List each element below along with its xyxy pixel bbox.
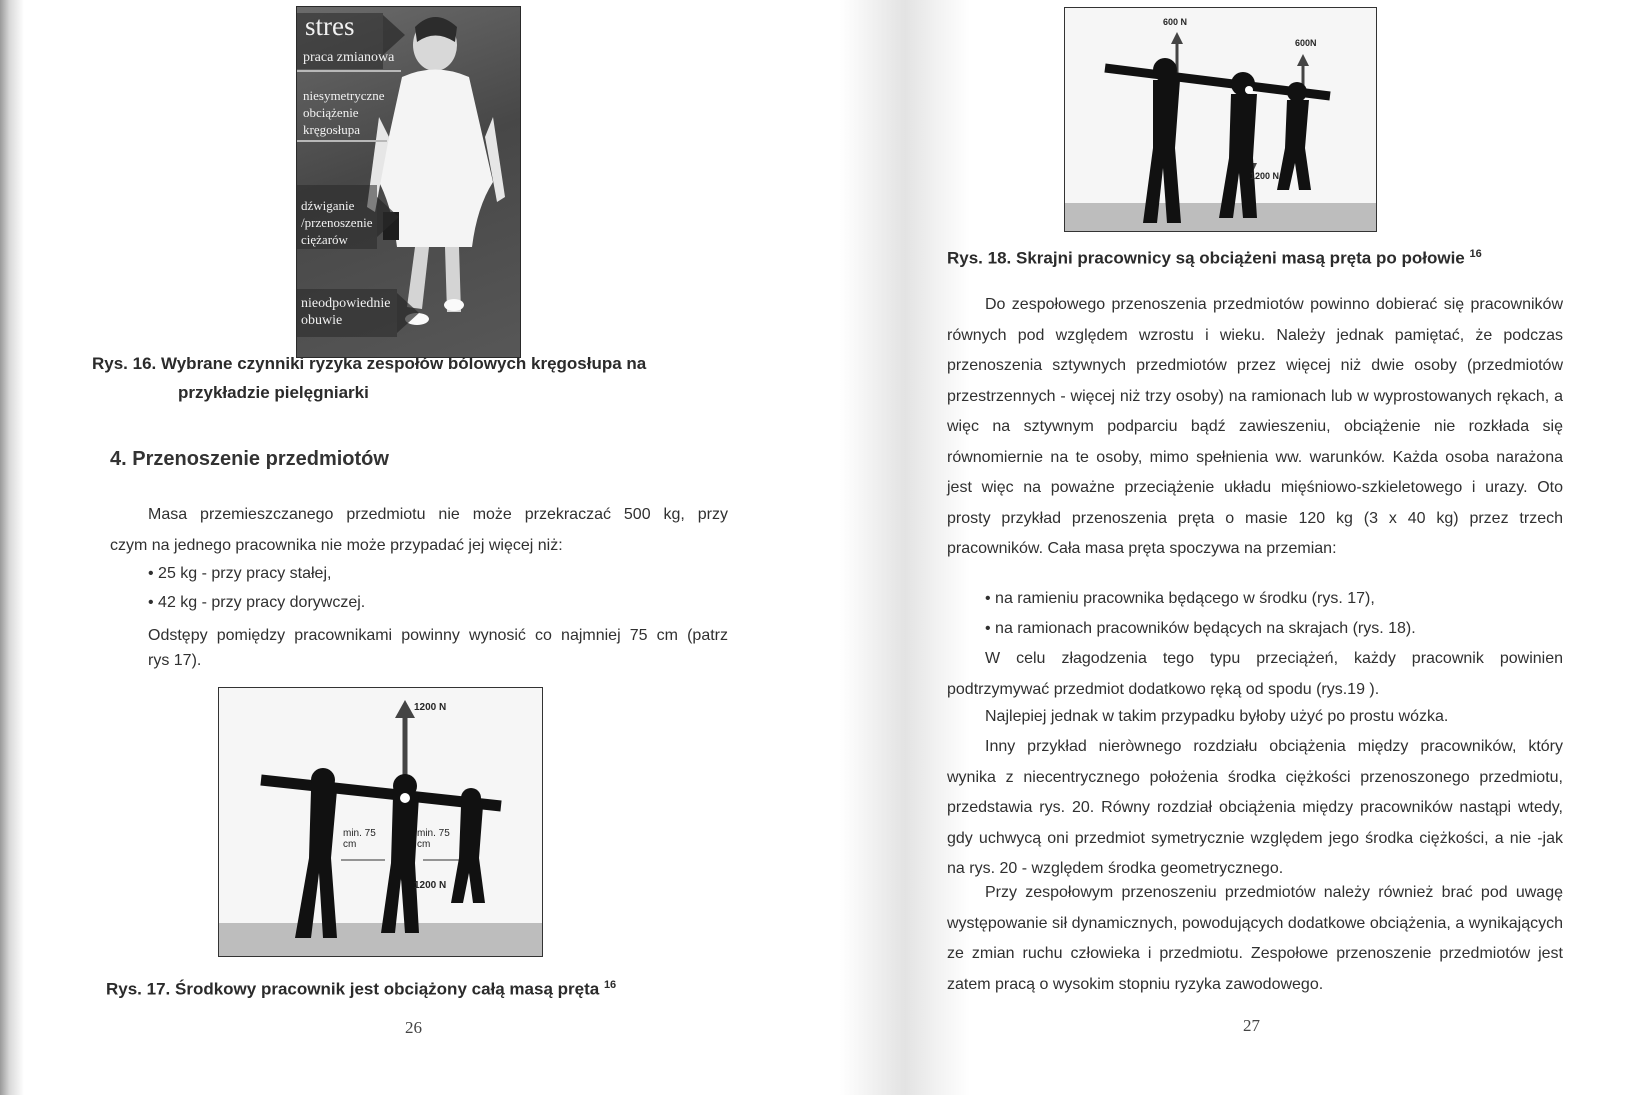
figure-17: [218, 687, 543, 957]
figure-18-caption: [947, 248, 1482, 269]
figure-16-caption-line2: przykładzie pielęgniarki: [178, 383, 369, 402]
force-down-label: 1200 N: [414, 880, 447, 891]
page-number: 27: [1243, 1016, 1260, 1035]
label-lifting: dźwiganie /przenoszenie ciężarów: [301, 198, 373, 247]
force-left-label: 600 N: [1163, 17, 1188, 27]
footnote-ref: 16: [1469, 248, 1482, 260]
label-asymmetric: niesymetryczne obciążenie kręgosłupa: [303, 88, 385, 137]
spacing-line-2: rys 17).: [148, 652, 202, 669]
label-footwear: nieodpowiednie obuwie: [301, 296, 391, 328]
figure-18: [1064, 7, 1377, 232]
right-page: [947, 0, 1649, 1095]
left-page: [30, 0, 830, 1095]
paragraph-3: Najlepiej jednak w takim przypadku byłoby użyć po prostu wózka.: [985, 708, 1449, 725]
divider: [297, 70, 401, 72]
force-down-label: 1200 N: [1250, 171, 1280, 181]
footnote-ref: 16: [603, 979, 617, 991]
spacing-line-1: Odstępy pomiędzy pracownikami powinny wynosić co najmniej 75 cm (patrz: [148, 627, 728, 644]
bullet-item: • na ramieniu pracownika będącego w środku (rys. 17),: [985, 590, 1375, 607]
paragraph-2: W celu złagodzenia tego typu przeciążeń, każdy pracownik powinien podtrzymywać przedmiot dodatkowo ręką od spodu (rys.19 ).: [947, 650, 1563, 698]
label-shift-work: praca zmianowa: [303, 50, 395, 65]
arrow-up-icon: [395, 700, 415, 718]
divider: [297, 140, 387, 142]
paragraph-5: Przy zespołowym przenoszeniu przedmiotów należy również brać pod uwagę występowanie sił dynamicznych, powodujących dodatkowe obciążenia, a wynikających ze zmian ruchu człowieka i przedmiotu. Zespołowe przenoszenie przedmiotów jest zatem pracą o wysokim stopniu ryzyka zawodowego.: [947, 884, 1563, 993]
arrow-up-icon: [1171, 32, 1183, 44]
figure-16-photo: [296, 6, 521, 358]
gap-label-1: min. 75 cm: [343, 828, 376, 850]
paragraph-1: Do zespołowego przenoszenia przedmiotów powinno dobierać się pracowników równych pod względem wzrostu i wieku. Należy jednak pamiętać, że podczas przenoszenia sztywnych przedmiotów przez więcej niż dwie osoby (przedmiotów przestrzennych - więcej niż trzy osoby) na ramionach lub w wyprostowanych rękach, a więc na sztywnym podparciu bądź zawieszeniu, obciążenie nie rozkłada się równomiernie na te osoby, mimo spełnienia ww. warunków. Każda osoba narażona jest więc na poważne przeciążenie układu mięśniowo-szkieletowego i urazy. Oto prosty przykład przenoszenia pręta o masie 120 kg (3 x 40 kg) przez trzech pracowników. Cała masa pręta spoczywa na przemian:: [947, 296, 1563, 557]
figure-18-caption-text: Rys. 18. Skrajni pracownicy są obciążeni masą pręta po połowie: [947, 248, 1465, 268]
bullet-item: • 42 kg - przy pracy dorywczej.: [148, 594, 366, 611]
page-number: 26: [405, 1018, 422, 1037]
intro-line-2: czym na jednego pracownika nie może przypadać jej więcej niż:: [110, 537, 563, 554]
bullet-item: • 25 kg - przy pracy stałej,: [148, 565, 332, 582]
section-heading: 4. Przenoszenie przedmiotów: [110, 448, 389, 470]
arrow-up-icon: [1297, 54, 1309, 66]
book-edge-shadow: [0, 0, 24, 1095]
label-stres: stres: [305, 11, 355, 41]
force-right-label: 600N: [1295, 38, 1317, 48]
figure-17-caption-text: Rys. 17. Środkowy pracownik jest obciążony całą masą pręta: [106, 979, 600, 999]
force-up-label: 1200 N: [414, 702, 447, 713]
gap-label-2: min. 75 cm: [417, 828, 450, 850]
figure-17-caption: [106, 979, 616, 1000]
figure-16-caption-line1: Rys. 16. Wybrane czynniki ryzyka zespołów bólowych kręgosłupa na: [92, 354, 647, 373]
paragraph-4: Inny przykład nieròwnego rozdziału obciążenia między pracowników, który wynika z niecentrycznego położenia środka ciężkości przenoszonego przedmiotu, przedstawia rys. 20. Równy rozdział obciążenia między pracowników nastąpi wtedy, gdy uchwycą oni przedmiot symetrycznie względem jego środka ciężkości, a nie -jak na rys. 20 - względem środka geometrycznego.: [947, 738, 1563, 877]
intro-line-1: Masa przemieszczanego przedmiotu nie może przekraczać 500 kg, przy: [148, 506, 728, 523]
figure-18-drawing: [1065, 8, 1376, 231]
figure-17-drawing: [219, 688, 542, 956]
bullet-item: • na ramionach pracowników będących na skrajach (rys. 18).: [985, 620, 1416, 637]
